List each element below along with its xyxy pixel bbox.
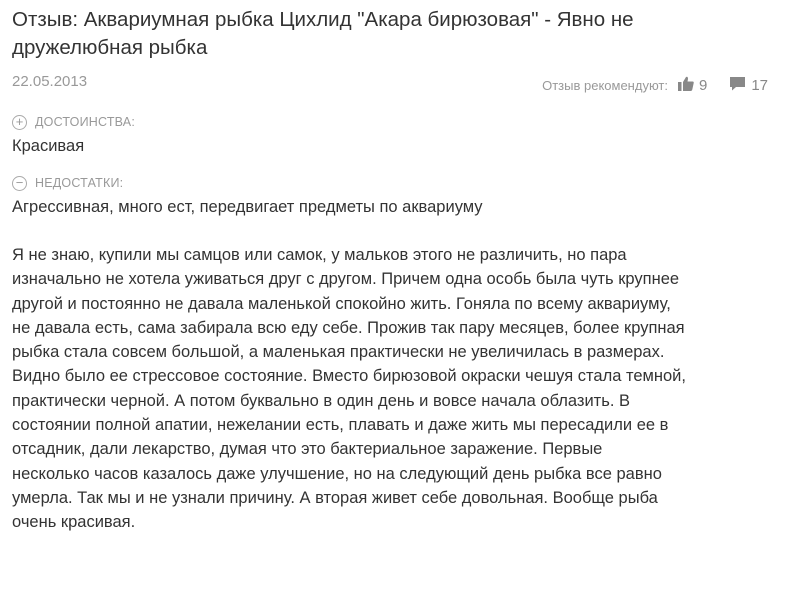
cons-label: НЕДОСТАТКИ: — [35, 176, 124, 190]
thumbs-up-icon[interactable] — [678, 76, 694, 94]
body-line: изначально не хотела уживаться друг с другом. Причем одна особь была чуть крупнее — [12, 270, 680, 289]
body-line: другой и постоянно не давала маленькой спокойно жить. Гоняла по всему аквариуму, — [12, 294, 671, 313]
pros-section — [12, 113, 792, 156]
review-title-line-1: Отзыв: Аквариумная рыбка Цихлид "Акара бирюзовая" - Явно не — [12, 8, 634, 31]
recommend-label: Отзыв рекомендуют: — [542, 77, 668, 93]
likes-count: 9 — [698, 76, 708, 94]
speech-bubble-icon[interactable] — [729, 76, 746, 94]
comments-count: 17 — [751, 76, 768, 94]
review-meta — [12, 73, 792, 99]
body-line: очень красивая. — [12, 513, 136, 532]
body-line: отсадник, дали лекарство, думая что это бактериальное заражение. Первые — [12, 440, 603, 459]
plus-circle-icon: + — [12, 115, 27, 130]
cons-text: Агрессивная, много ест, передвигает предметы по аквариуму — [12, 198, 483, 216]
review-date: 22.05.2013 — [12, 73, 88, 90]
review-stats — [542, 76, 768, 94]
body-line: рыбка стала совсем большой, а маленькая практически не увеличилась в размерах. — [12, 343, 665, 362]
minus-circle-icon: − — [12, 176, 27, 191]
body-line: Я не знаю, купили мы самцов или самок, у мальков этого не различить, но пара — [12, 246, 627, 264]
pros-text: Красивая — [12, 137, 85, 155]
cons-section — [12, 174, 792, 217]
review-body — [12, 243, 792, 535]
body-line: несколько часов казалось даже улучшение, но на следующий день рыбка все равно — [12, 464, 662, 483]
body-line: Видно было ее стрессовое состояние. Вместо бирюзовой окраски чешуя стала темной, — [12, 367, 686, 386]
body-line: не давала есть, сама забирала всю еду себе. Прожив так пару месяцев, более крупная — [12, 318, 685, 337]
review-title-line-2: дружелюбная рыбка — [12, 36, 208, 59]
body-line: практически черной. А потом буквально в один день и вовсе начала облазить. В — [12, 391, 631, 410]
review — [12, 6, 792, 535]
review-title[interactable] — [12, 6, 792, 62]
body-line: состоянии полной апатии, нежелании есть, плавать и даже жить мы пересадили ее в — [12, 416, 669, 435]
pros-label: ДОСТОИНСТВА: — [35, 115, 135, 129]
body-line: умерла. Так мы и не узнали причину. А вторая живет себе довольная. Вообще рыба — [12, 488, 658, 507]
